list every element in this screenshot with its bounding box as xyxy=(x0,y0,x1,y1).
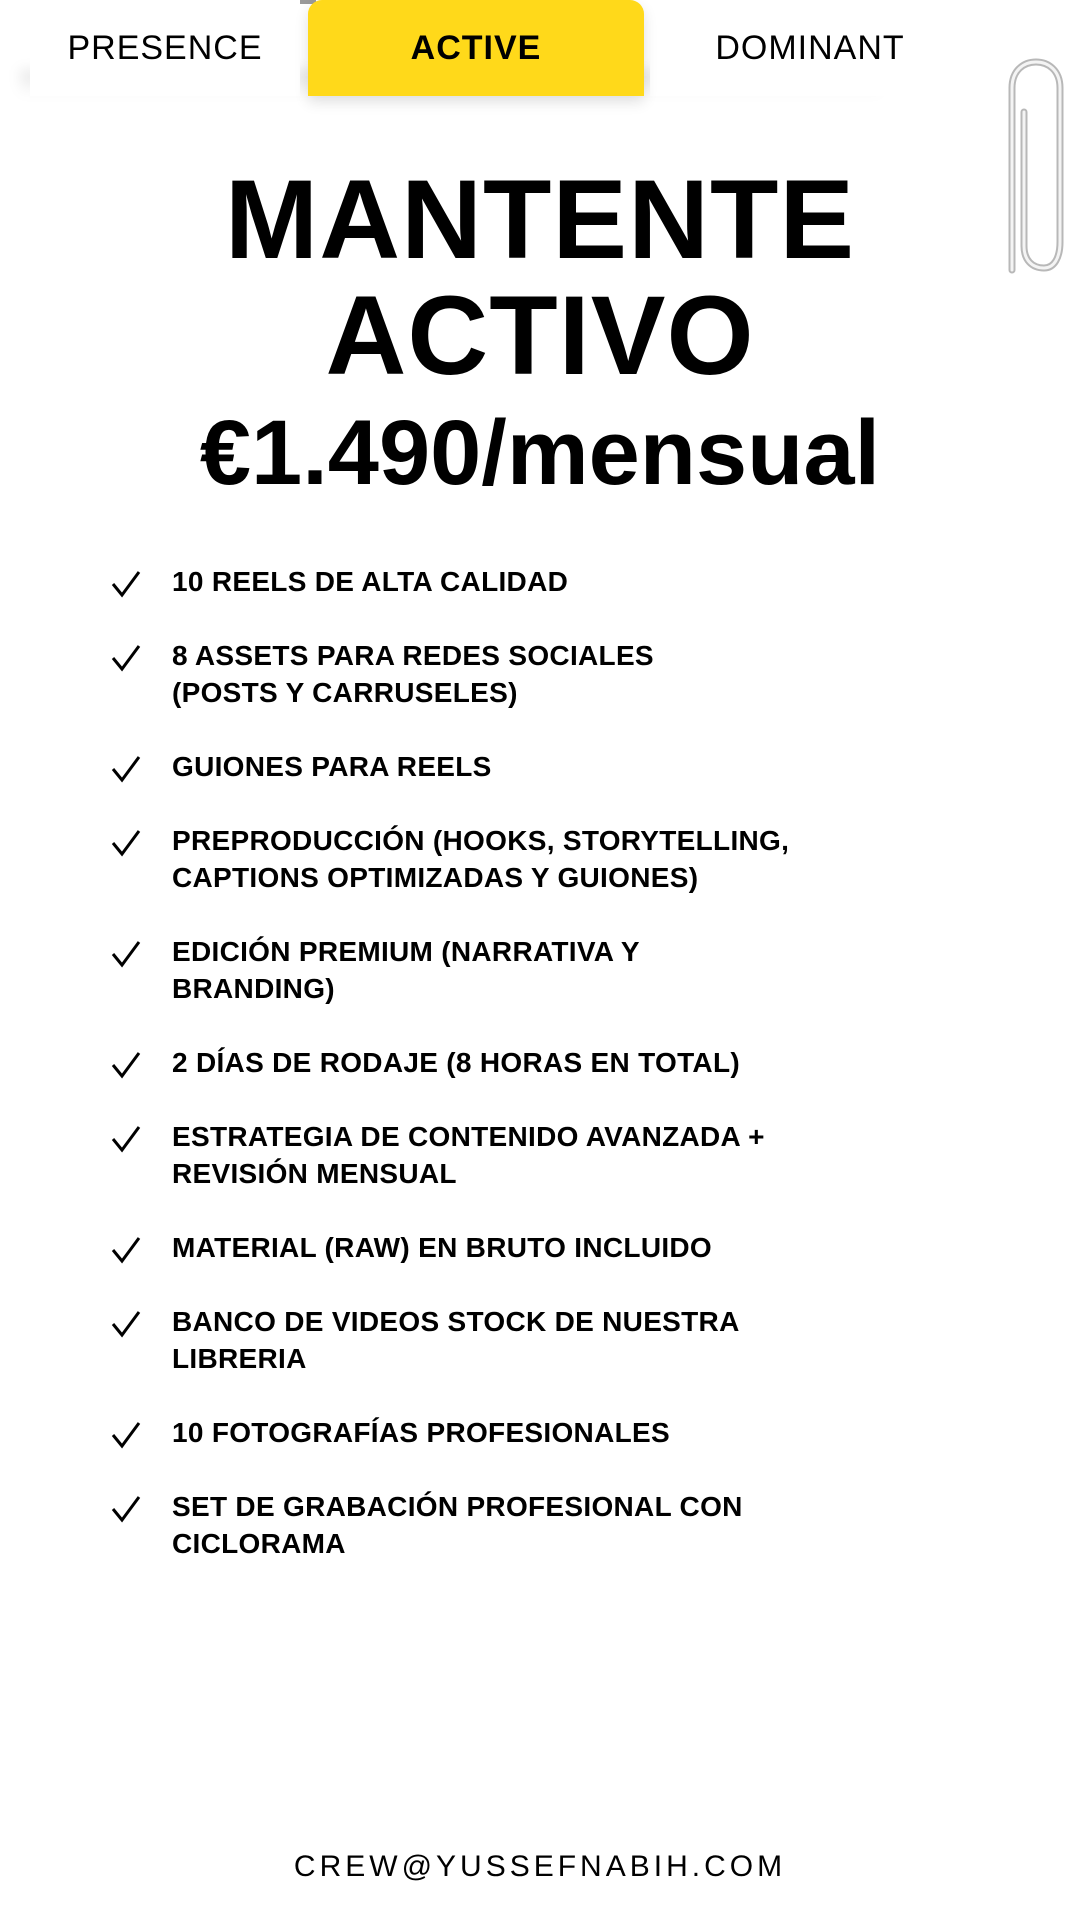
feature-text-line-2: REVISIÓN MENSUAL xyxy=(172,1158,457,1189)
feature-text-line-1: EDICIÓN PREMIUM (NARRATIVA Y xyxy=(172,936,640,967)
check-icon xyxy=(111,1235,141,1265)
feature-item xyxy=(108,1488,968,1562)
feature-item xyxy=(108,1229,968,1266)
check-icon xyxy=(111,1124,141,1154)
feature-item xyxy=(108,1118,968,1192)
tab-presence-label: PRESENCE xyxy=(67,28,263,67)
tab-active[interactable] xyxy=(308,0,644,96)
check-icon xyxy=(111,1420,141,1450)
title-line-1: MANTENTE xyxy=(224,157,856,282)
check-icon xyxy=(111,1050,141,1080)
feature-text-line-1: 2 DÍAS DE RODAJE (8 HORAS EN TOTAL) xyxy=(172,1047,740,1078)
tab-dominant-label: DOMINANT xyxy=(715,28,905,67)
title-line-2: ACTIVO xyxy=(325,273,755,398)
feature-item xyxy=(108,1414,968,1451)
feature-item xyxy=(108,748,968,785)
feature-text-line-1: MATERIAL (RAW) EN BRUTO INCLUIDO xyxy=(172,1232,713,1263)
check-icon xyxy=(111,754,141,784)
feature-text-line-2: BRANDING) xyxy=(172,973,335,1004)
feature-text-line-2: CICLORAMA xyxy=(172,1528,346,1559)
feature-item xyxy=(108,563,968,600)
feature-text-line-1: SET DE GRABACIÓN PROFESIONAL CON xyxy=(172,1491,743,1522)
feature-item xyxy=(108,933,968,1007)
tab-dominant[interactable] xyxy=(650,0,970,96)
plan-tabs xyxy=(0,0,1080,96)
feature-text-line-1: 8 ASSETS PARA REDES SOCIALES xyxy=(172,640,654,671)
feature-text-line-2: CAPTIONS OPTIMIZADAS Y GUIONES) xyxy=(172,862,699,893)
feature-text-line-1: PREPRODUCCIÓN (HOOKS, STORYTELLING, xyxy=(172,825,790,856)
feature-item xyxy=(108,1044,968,1081)
feature-text-line-1: BANCO DE VIDEOS STOCK DE NUESTRA xyxy=(172,1306,740,1337)
feature-text-line-1: 10 REELS DE ALTA CALIDAD xyxy=(172,566,569,597)
plan-price: €1.490/mensual xyxy=(199,402,881,504)
page-title xyxy=(0,157,1080,398)
check-icon xyxy=(111,828,141,858)
check-icon xyxy=(111,1494,141,1524)
feature-text-line-1: 10 FOTOGRAFÍAS PROFESIONALES xyxy=(172,1417,670,1448)
feature-item xyxy=(108,822,968,896)
check-icon xyxy=(111,939,141,969)
feature-text-line-2: LIBRERIA xyxy=(172,1343,307,1374)
feature-item xyxy=(108,1303,968,1377)
check-icon xyxy=(111,643,141,673)
check-icon xyxy=(111,1309,141,1339)
feature-text-line-1: GUIONES PARA REELS xyxy=(172,751,492,782)
feature-item xyxy=(108,637,968,711)
tab-active-label: ACTIVE xyxy=(410,28,542,67)
feature-text-line-2: (POSTS Y CARRUSELES) xyxy=(172,677,518,708)
feature-text-line-1: ESTRATEGIA DE CONTENIDO AVANZADA + xyxy=(172,1121,765,1152)
tab-presence[interactable] xyxy=(30,0,300,96)
contact-email-link[interactable]: CREW@YUSSEFNABIH.COM xyxy=(293,1850,787,1883)
feature-list xyxy=(108,563,968,1599)
check-icon xyxy=(111,569,141,599)
